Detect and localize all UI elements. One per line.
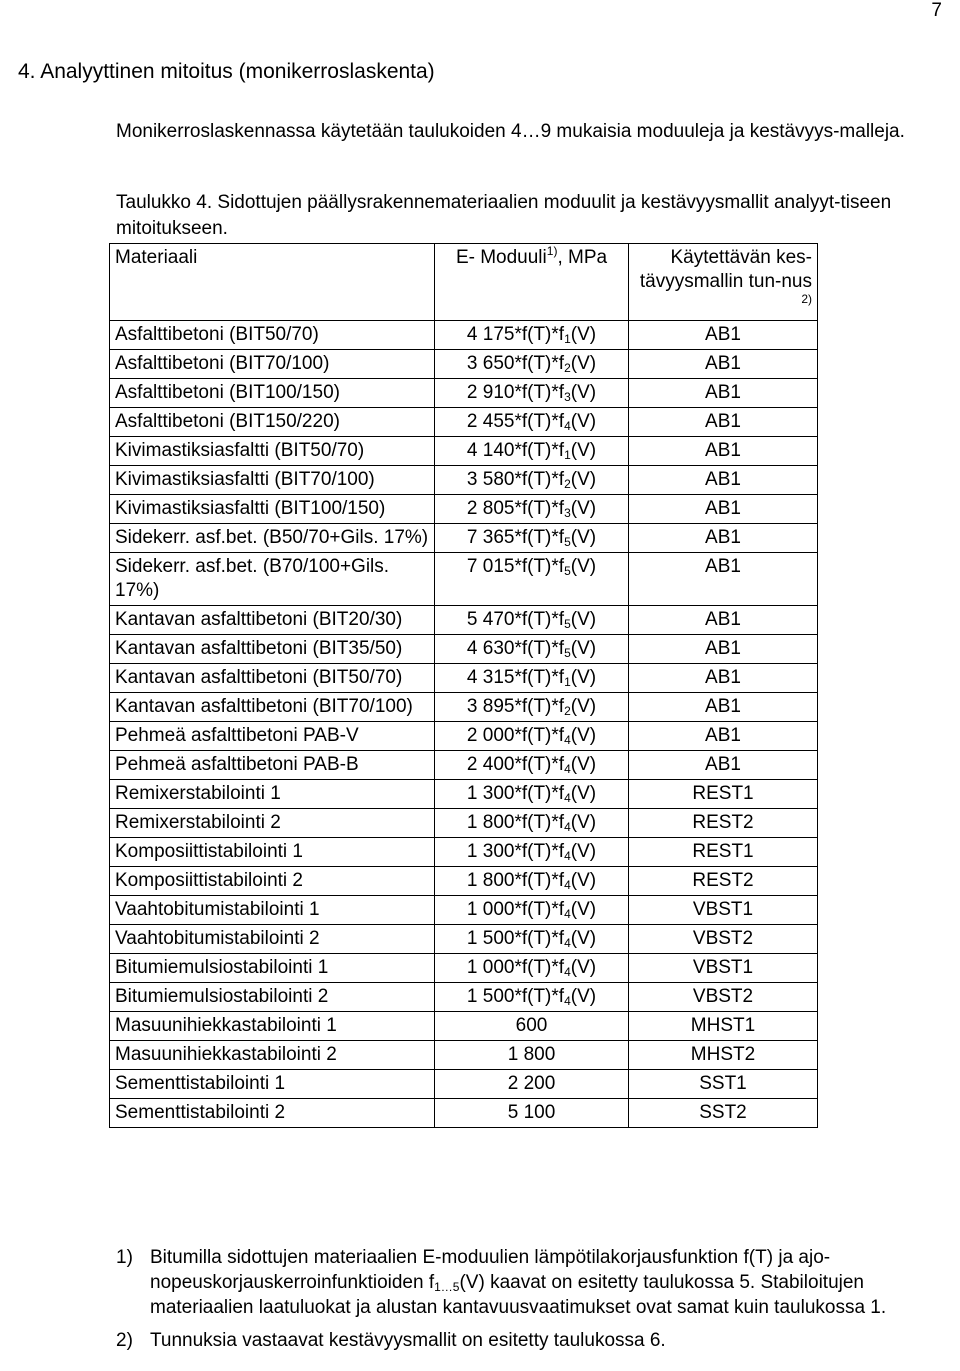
modulus-value: 2 910*f(T)*f xyxy=(466,382,565,403)
material-cell: Kivimastiksiasfaltti (BIT50/70) xyxy=(110,437,435,466)
modulus-suffix: (V) xyxy=(570,382,597,403)
modulus-cell xyxy=(435,983,629,1012)
modulus-suffix: (V) xyxy=(570,870,597,891)
material-cell: Kantavan asfalttibetoni (BIT70/100) xyxy=(110,693,435,722)
header-model xyxy=(629,244,818,321)
modulus-value: 1 500*f(T)*f xyxy=(466,986,565,1007)
modulus-value: 5 470*f(T)*f xyxy=(466,609,565,630)
model-code-cell: VBST1 xyxy=(629,954,818,983)
modulus-value: 2 455*f(T)*f xyxy=(466,411,565,432)
table-row xyxy=(110,838,818,867)
modulus-suffix: (V) xyxy=(570,841,597,862)
modulus-value: 4 630*f(T)*f xyxy=(466,638,565,659)
modulus-cell xyxy=(435,1012,629,1041)
modulus-value: 2 805*f(T)*f xyxy=(466,498,565,519)
table-row xyxy=(110,983,818,1012)
material-cell: Kantavan asfalttibetoni (BIT50/70) xyxy=(110,664,435,693)
material-cell: Masuunihiekkastabilointi 1 xyxy=(110,1012,435,1041)
modulus-subscript: 2 xyxy=(564,477,571,491)
material-cell: Komposiittistabilointi 1 xyxy=(110,838,435,867)
table-row xyxy=(110,553,818,606)
header-modulus-label: E- Moduuli xyxy=(455,247,547,268)
material-cell: Sidekerr. asf.bet. (B70/100+Gils. 17%) xyxy=(110,553,435,606)
material-cell: Sementtistabilointi 1 xyxy=(110,1070,435,1099)
modulus-suffix: (V) xyxy=(570,440,597,461)
table-header-row xyxy=(110,244,818,321)
material-cell: Remixerstabilointi 1 xyxy=(110,780,435,809)
modulus-subscript: 1 xyxy=(564,448,571,462)
modulus-subscript: 4 xyxy=(564,965,571,979)
modulus-cell xyxy=(435,896,629,925)
modulus-subscript: 4 xyxy=(564,419,571,433)
model-code-cell: AB1 xyxy=(629,321,818,350)
material-cell: Bitumiemulsiostabilointi 1 xyxy=(110,954,435,983)
modulus-subscript: 5 xyxy=(564,564,571,578)
modulus-subscript: 4 xyxy=(564,733,571,747)
modulus-value: 1 300*f(T)*f xyxy=(466,783,565,804)
material-cell: Kantavan asfalttibetoni (BIT35/50) xyxy=(110,635,435,664)
footnote-2-number: 2) xyxy=(116,1330,133,1351)
material-cell: Asfalttibetoni (BIT100/150) xyxy=(110,379,435,408)
modulus-subscript: 3 xyxy=(564,506,571,520)
model-code-cell: AB1 xyxy=(629,606,818,635)
modulus-suffix: (V) xyxy=(570,411,597,432)
modulus-value: 1 500*f(T)*f xyxy=(466,928,565,949)
table-row xyxy=(110,606,818,635)
table-caption: Taulukko 4. Sidottujen päällysrakennemateriaalien moduulit ja kestävyysmallit analyyt-tiseen mitoitukseen. xyxy=(116,192,892,239)
modulus-cell xyxy=(435,722,629,751)
modulus-subscript: 4 xyxy=(564,791,571,805)
model-code-cell: VBST2 xyxy=(629,925,818,954)
materials-table xyxy=(109,243,818,1128)
modulus-subscript: 1 xyxy=(564,675,571,689)
table-row xyxy=(110,466,818,495)
material-cell: Asfalttibetoni (BIT50/70) xyxy=(110,321,435,350)
model-code-cell: VBST1 xyxy=(629,896,818,925)
modulus-cell xyxy=(435,867,629,896)
table-row xyxy=(110,1041,818,1070)
modulus-value: 4 175*f(T)*f xyxy=(466,324,565,345)
modulus-suffix: (V) xyxy=(570,957,597,978)
modulus-value: 4 140*f(T)*f xyxy=(466,440,565,461)
header-model-label: Käytettävän kes-tävyysmallin tun-nus xyxy=(639,247,812,292)
material-cell: Kivimastiksiasfaltti (BIT100/150) xyxy=(110,495,435,524)
material-cell: Komposiittistabilointi 2 xyxy=(110,867,435,896)
modulus-cell xyxy=(435,437,629,466)
modulus-suffix: (V) xyxy=(570,638,597,659)
modulus-value: 1 800 xyxy=(507,1044,556,1065)
modulus-cell xyxy=(435,751,629,780)
modulus-value: 1 300*f(T)*f xyxy=(466,841,565,862)
page-number: 7 xyxy=(931,0,942,21)
model-code-cell: AB1 xyxy=(629,693,818,722)
modulus-suffix: (V) xyxy=(570,556,597,577)
modulus-suffix: (V) xyxy=(570,324,597,345)
model-code-cell: REST1 xyxy=(629,838,818,867)
material-cell: Bitumiemulsiostabilointi 2 xyxy=(110,983,435,1012)
modulus-suffix: (V) xyxy=(570,899,597,920)
modulus-cell xyxy=(435,693,629,722)
modulus-cell xyxy=(435,606,629,635)
modulus-cell xyxy=(435,466,629,495)
footnote-1-text-b: (V) kaavat on esitetty taulukossa 5. Stabiloitujen materiaalien laatuluokat ja alustan kantavuusvaatimukset ovat samat kuin taulukossa 1. xyxy=(150,1272,887,1318)
material-cell: Remixerstabilointi 2 xyxy=(110,809,435,838)
footnote-1-subscript: 1…5 xyxy=(434,1280,460,1294)
modulus-cell xyxy=(435,954,629,983)
table-row xyxy=(110,379,818,408)
table-row xyxy=(110,1070,818,1099)
model-code-cell: REST2 xyxy=(629,867,818,896)
modulus-value: 1 800*f(T)*f xyxy=(466,870,565,891)
modulus-suffix: (V) xyxy=(570,527,597,548)
model-code-cell: VBST2 xyxy=(629,983,818,1012)
modulus-suffix: (V) xyxy=(570,928,597,949)
modulus-suffix: (V) xyxy=(570,696,597,717)
table-row xyxy=(110,350,818,379)
table-row xyxy=(110,809,818,838)
modulus-subscript: 4 xyxy=(564,994,571,1008)
modulus-subscript: 2 xyxy=(564,704,571,718)
model-code-cell: AB1 xyxy=(629,553,818,606)
material-cell: Kantavan asfalttibetoni (BIT20/30) xyxy=(110,606,435,635)
material-cell: Vaahtobitumistabilointi 1 xyxy=(110,896,435,925)
modulus-cell xyxy=(435,809,629,838)
material-cell: Asfalttibetoni (BIT70/100) xyxy=(110,350,435,379)
modulus-subscript: 5 xyxy=(564,646,571,660)
table-row xyxy=(110,437,818,466)
model-code-cell: AB1 xyxy=(629,437,818,466)
table-row xyxy=(110,408,818,437)
model-code-cell: MHST1 xyxy=(629,1012,818,1041)
modulus-subscript: 5 xyxy=(564,535,571,549)
model-code-cell: AB1 xyxy=(629,524,818,553)
table-row xyxy=(110,1012,818,1041)
model-code-cell: AB1 xyxy=(629,664,818,693)
intro-paragraph: Monikerroslaskennassa käytetään taulukoiden 4…9 mukaisia moduuleja ja kestävyys-malleja. xyxy=(116,121,905,142)
modulus-suffix: (V) xyxy=(570,469,597,490)
model-code-cell: SST2 xyxy=(629,1099,818,1128)
modulus-subscript: 4 xyxy=(564,762,571,776)
table-row xyxy=(110,495,818,524)
table-row xyxy=(110,664,818,693)
table-row xyxy=(110,867,818,896)
modulus-value: 3 650*f(T)*f xyxy=(466,353,565,374)
modulus-cell xyxy=(435,408,629,437)
modulus-cell xyxy=(435,495,629,524)
modulus-value: 2 400*f(T)*f xyxy=(466,754,565,775)
material-cell: Pehmeä asfalttibetoni PAB-B xyxy=(110,751,435,780)
footnote-1-text xyxy=(150,1245,946,1320)
modulus-suffix: (V) xyxy=(570,783,597,804)
footnote-2-text: Tunnuksia vastaavat kestävyysmallit on esitetty taulukossa 6. xyxy=(150,1330,666,1351)
modulus-value: 7 015*f(T)*f xyxy=(466,556,565,577)
model-code-cell: AB1 xyxy=(629,722,818,751)
table-row xyxy=(110,896,818,925)
table-row xyxy=(110,925,818,954)
modulus-cell xyxy=(435,1070,629,1099)
model-code-cell: SST1 xyxy=(629,1070,818,1099)
table-row xyxy=(110,780,818,809)
model-code-cell: REST2 xyxy=(629,809,818,838)
modulus-suffix: (V) xyxy=(570,609,597,630)
material-cell: Sidekerr. asf.bet. (B50/70+Gils. 17%) xyxy=(110,524,435,553)
modulus-suffix: (V) xyxy=(570,667,597,688)
header-material: Materiaali xyxy=(110,244,435,321)
modulus-value: 3 580*f(T)*f xyxy=(466,469,565,490)
modulus-cell xyxy=(435,635,629,664)
modulus-value: 7 365*f(T)*f xyxy=(466,527,565,548)
footnote-1-text-a: Bitumilla sidottujen materiaalien E-moduulien lämpötilakorjausfunktion f(T) ja ajo-nopeuskorjauskerroinfunktioiden f xyxy=(150,1247,831,1293)
modulus-subscript: 1 xyxy=(564,332,571,346)
modulus-cell xyxy=(435,1041,629,1070)
header-modulus-footnote-ref: 1) xyxy=(546,244,558,258)
model-code-cell: AB1 xyxy=(629,466,818,495)
modulus-value: 2 200 xyxy=(507,1073,556,1094)
modulus-cell xyxy=(435,1099,629,1128)
modulus-subscript: 4 xyxy=(564,907,571,921)
modulus-subscript: 2 xyxy=(564,361,571,375)
material-cell: Kivimastiksiasfaltti (BIT70/100) xyxy=(110,466,435,495)
modulus-value: 5 100 xyxy=(507,1102,556,1123)
modulus-cell xyxy=(435,925,629,954)
modulus-subscript: 4 xyxy=(564,936,571,950)
table-row xyxy=(110,954,818,983)
modulus-cell xyxy=(435,838,629,867)
modulus-cell xyxy=(435,321,629,350)
table-body xyxy=(110,321,818,1128)
table-row xyxy=(110,635,818,664)
modulus-value: 1 800*f(T)*f xyxy=(466,812,565,833)
table-row xyxy=(110,321,818,350)
modulus-suffix: (V) xyxy=(570,498,597,519)
modulus-subscript: 4 xyxy=(564,820,571,834)
footnote-1 xyxy=(116,1245,946,1320)
modulus-suffix: (V) xyxy=(570,725,597,746)
modulus-subscript: 4 xyxy=(564,849,571,863)
table-row xyxy=(110,722,818,751)
model-code-cell: AB1 xyxy=(629,635,818,664)
modulus-value: 3 895*f(T)*f xyxy=(466,696,565,717)
table-row xyxy=(110,693,818,722)
section-heading: 4. Analyyttinen mitoitus (monikerroslaskenta) xyxy=(18,60,435,83)
table-row xyxy=(110,1099,818,1128)
material-cell: Vaahtobitumistabilointi 2 xyxy=(110,925,435,954)
modulus-suffix: (V) xyxy=(570,754,597,775)
model-code-cell: AB1 xyxy=(629,350,818,379)
model-code-cell: AB1 xyxy=(629,751,818,780)
modulus-value: 2 000*f(T)*f xyxy=(466,725,565,746)
model-code-cell: MHST2 xyxy=(629,1041,818,1070)
modulus-cell xyxy=(435,664,629,693)
modulus-suffix: (V) xyxy=(570,986,597,1007)
material-cell: Pehmeä asfalttibetoni PAB-V xyxy=(110,722,435,751)
model-code-cell: AB1 xyxy=(629,495,818,524)
table-row xyxy=(110,751,818,780)
modulus-cell xyxy=(435,780,629,809)
footnote-1-number: 1) xyxy=(116,1247,133,1268)
modulus-value: 1 000*f(T)*f xyxy=(466,957,565,978)
modulus-cell xyxy=(435,379,629,408)
footnote-2 xyxy=(116,1328,946,1353)
modulus-suffix: (V) xyxy=(570,812,597,833)
material-cell: Masuunihiekkastabilointi 2 xyxy=(110,1041,435,1070)
modulus-value: 4 315*f(T)*f xyxy=(466,667,565,688)
header-modulus-unit: , MPa xyxy=(557,247,608,268)
material-cell: Sementtistabilointi 2 xyxy=(110,1099,435,1128)
modulus-cell xyxy=(435,553,629,606)
modulus-cell xyxy=(435,524,629,553)
modulus-subscript: 3 xyxy=(564,390,571,404)
table-row xyxy=(110,524,818,553)
modulus-suffix: (V) xyxy=(570,353,597,374)
model-code-cell: AB1 xyxy=(629,379,818,408)
footnotes xyxy=(116,1245,946,1353)
model-code-cell: AB1 xyxy=(629,408,818,437)
modulus-subscript: 5 xyxy=(564,617,571,631)
modulus-value: 600 xyxy=(515,1015,548,1036)
header-model-footnote-ref: 2) xyxy=(801,292,812,306)
modulus-cell xyxy=(435,350,629,379)
model-code-cell: REST1 xyxy=(629,780,818,809)
modulus-value: 1 000*f(T)*f xyxy=(466,899,565,920)
header-modulus xyxy=(435,244,629,321)
modulus-subscript: 4 xyxy=(564,878,571,892)
material-cell: Asfalttibetoni (BIT150/220) xyxy=(110,408,435,437)
